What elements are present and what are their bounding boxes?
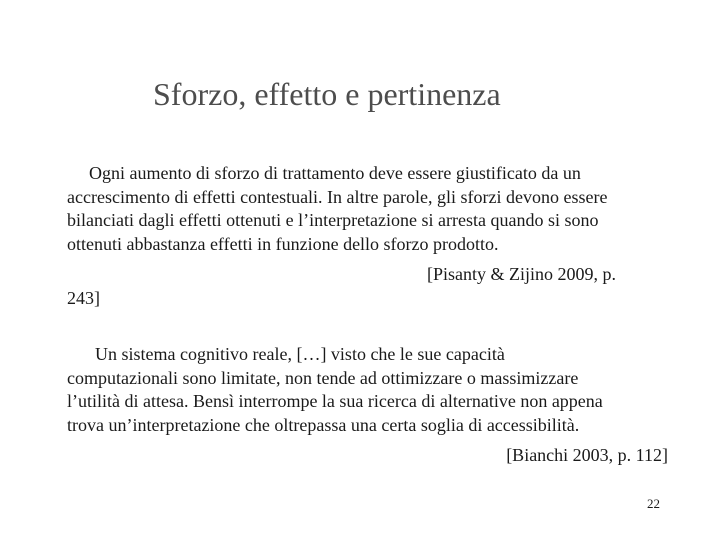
citation-pisanty: [Pisanty & Zijino 2009, p. <box>427 264 616 284</box>
slide-title: Sforzo, effetto e pertinenza <box>153 76 501 112</box>
quote-line: l’utilità di attesa. Bensì interrompe la sua ricerca di alternative non appena <box>67 391 603 411</box>
page-number: 22 <box>647 496 660 511</box>
quote-line: ottenuti abbastanza effetti in funzione dello sforzo prodotto. <box>67 233 499 254</box>
quote-line: accrescimento di effetti contestuali. In altre parole, gli sforzi devono essere <box>67 186 608 207</box>
citation-pisanty-page: 243] <box>67 288 100 308</box>
quote-line: computazionali sono limitate, non tende ad ottimizzare o massimizzare <box>67 367 579 388</box>
quote-bianchi <box>67 343 603 437</box>
quote-line: Un sistema cognitivo reale, […] visto che le sue capacità <box>95 344 505 364</box>
quote-line: Ogni aumento di sforzo di trattamento deve essere giustificato da un <box>89 163 581 183</box>
quote-pisanty <box>67 162 607 256</box>
citation-bianchi: [Bianchi 2003, p. 112] <box>506 445 668 465</box>
quote-line: trova un’interpretazione che oltrepassa una certa soglia di accessibilità. <box>67 414 580 435</box>
quote-line: bilanciati dagli effetti ottenuti e l’interpretazione si arresta quando si sono <box>67 210 599 230</box>
